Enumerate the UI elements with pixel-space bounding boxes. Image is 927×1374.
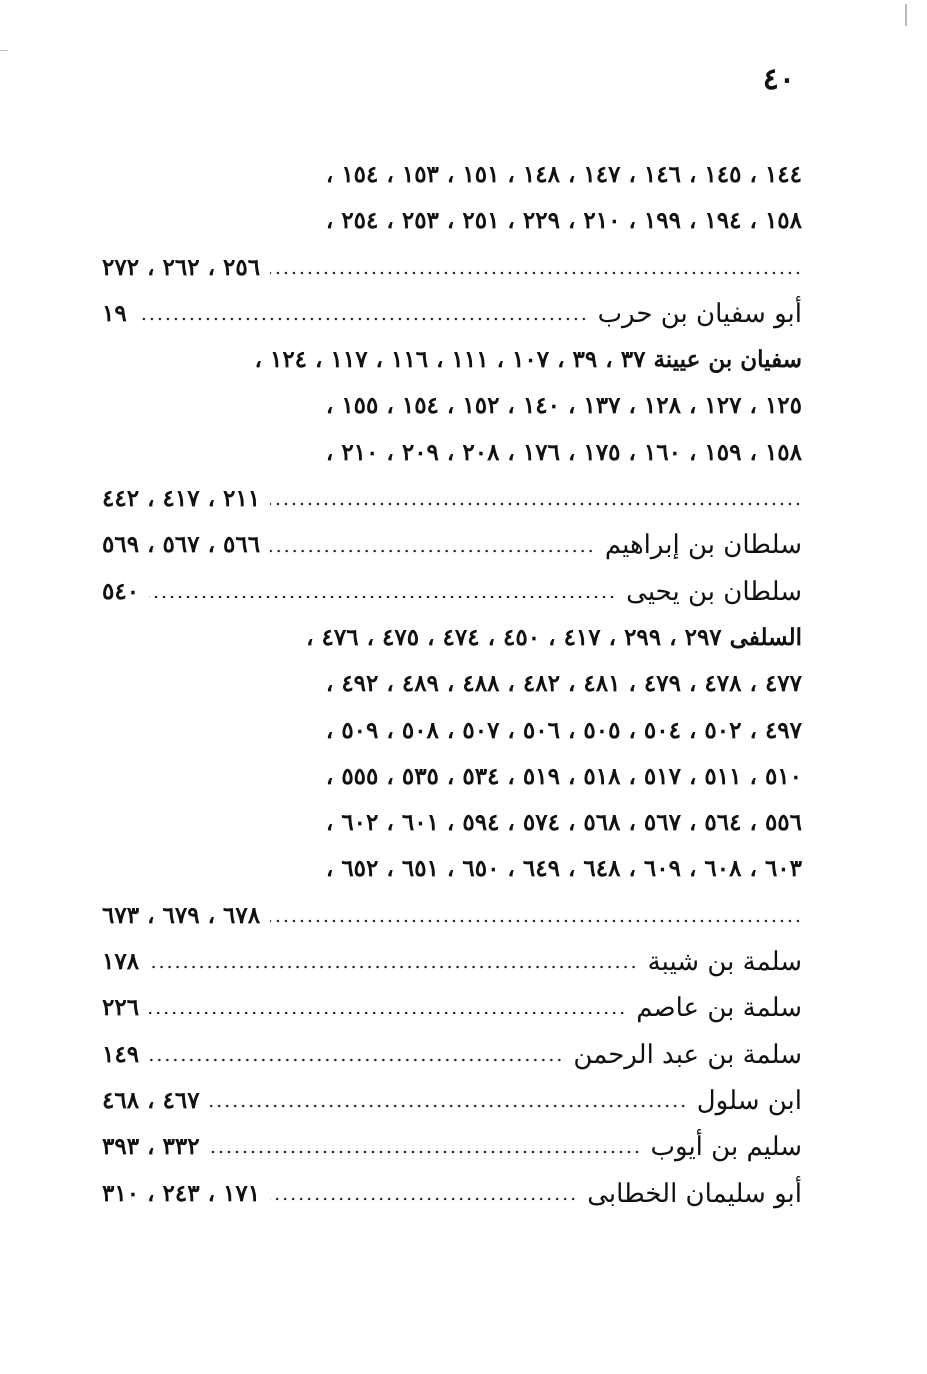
dot-leader (149, 1010, 626, 1016)
entry-pages: ٢١١ ، ٤١٧ ، ٤٤٢ (102, 485, 261, 513)
entry-name: سلطان بن إبراهيم (604, 530, 802, 561)
entry-pages: ٦٧٨ ، ٦٧٩ ، ٦٧٣ (102, 901, 261, 929)
entry-pages: ٤٦٧ ، ٤٦٨ (102, 1086, 200, 1114)
index-entry (102, 569, 802, 615)
dot-leader (210, 1149, 641, 1155)
entry-name: أبو سفيان بن حرب (597, 298, 802, 329)
index-entry (102, 1032, 802, 1078)
index-entry (102, 291, 802, 337)
entry-name: سلمة بن عاصم (636, 993, 802, 1024)
entry-name: سليم بن أيوب (650, 1132, 802, 1163)
index-entries (102, 152, 802, 1217)
dot-leader (270, 501, 802, 507)
entry-pages: ٥٤٠ (102, 577, 140, 605)
page-refs-line: ١٢٥ ، ١٢٧ ، ١٢٨ ، ١٣٧ ، ١٤٠ ، ١٥٢ ، ١٥٤ ، ١٥٥ ، (325, 392, 802, 420)
continuation-line (102, 893, 802, 939)
dot-leader (149, 594, 616, 600)
dot-leader (210, 1103, 687, 1109)
entry-pages: ١٩ (102, 299, 127, 327)
entry-name: سلمة بن شيبة (647, 947, 802, 978)
page-refs-line: ٤٩٧ ، ٥٠٢ ، ٥٠٤ ، ٥٠٥ ، ٥٠٦ ، ٥٠٧ ، ٥٠٨ ، ٥٠٩ ، (325, 716, 802, 744)
continuation-line (102, 476, 802, 522)
entry-pages: ٥٦٦ ، ٥٦٧ ، ٥٦٩ (102, 531, 261, 559)
entry-name: ابن سلول (696, 1085, 802, 1116)
entry-pages: ١٤٩ (102, 1040, 140, 1068)
page-number: ٤٠ (762, 62, 795, 97)
page-refs-line: ١٤٤ ، ١٤٥ ، ١٤٦ ، ١٤٧ ، ١٤٨ ، ١٥١ ، ١٥٣ ، ١٥٤ ، (325, 161, 802, 188)
index-entry (102, 522, 802, 568)
index-entry (102, 985, 802, 1031)
page-refs-line: ١٥٨ ، ١٥٩ ، ١٦٠ ، ١٧٥ ، ١٧٦ ، ٢٠٨ ، ٢٠٩ ، ٢١٠ ، (325, 438, 802, 466)
dot-leader (270, 548, 595, 554)
entry-pages: ٢٥٦ ، ٢٦٢ ، ٢٧٢ (102, 253, 261, 281)
entry-pages: ١٧٨ (102, 948, 140, 976)
page-refs-line: ٥١٠ ، ٥١١ ، ٥١٧ ، ٥١٨ ، ٥١٩ ، ٥٣٤ ، ٥٣٥ ، ٥٥٥ ، (325, 762, 802, 790)
page-refs-line: السلفى ٢٩٧ ، ٢٩٩ ، ٤١٧ ، ٤٥٠ ، ٤٧٤ ، ٤٧٥ ، ٤٧٦ ، (306, 623, 802, 651)
dot-leader (270, 270, 802, 276)
dot-leader (137, 316, 588, 322)
page-refs-line: ٦٠٣ ، ٦٠٨ ، ٦٠٩ ، ٦٤٨ ، ٦٤٩ ، ٦٥٠ ، ٦٥١ ، ٦٥٢ ، (325, 855, 802, 883)
entry-name: أبو سليمان الخطابى (587, 1178, 802, 1209)
entry-name: سلطان بن يحيى (626, 576, 802, 607)
index-entry (102, 1171, 802, 1217)
entry-pages: ٣٣٢ ، ٣٩٣ (102, 1133, 200, 1161)
scan-mark (905, 4, 907, 26)
dot-leader (270, 1196, 577, 1202)
dot-leader (149, 964, 638, 970)
page-refs-line: ٥٥٦ ، ٥٦٤ ، ٥٦٧ ، ٥٦٨ ، ٥٧٤ ، ٥٩٤ ، ٦٠١ ، ٦٠٢ ، (325, 809, 802, 837)
scan-mark (0, 50, 8, 51)
page-refs-line: ١٥٨ ، ١٩٤ ، ١٩٩ ، ٢١٠ ، ٢٢٩ ، ٢٥١ ، ٢٥٣ ، ٢٥٤ ، (325, 207, 802, 235)
index-entry (102, 1078, 802, 1124)
page-refs-line: ٤٧٧ ، ٤٧٨ ، ٤٧٩ ، ٤٨١ ، ٤٨٢ ، ٤٨٨ ، ٤٨٩ ، ٤٩٢ ، (325, 670, 802, 698)
index-entry (102, 1124, 802, 1170)
entry-name: سلمة بن عبد الرحمن (573, 1039, 802, 1070)
dot-leader (270, 918, 802, 924)
index-entry (102, 939, 802, 985)
entry-pages: ١٧١ ، ٢٤٣ ، ٣١٠ (102, 1179, 261, 1207)
page-refs-line: سفيان بن عيينة ٣٧ ، ٣٩ ، ١٠٧ ، ١١١ ، ١١٦ ، ١١٧ ، ١٢٤ ، (254, 346, 802, 374)
entry-pages: ٢٢٦ (102, 994, 140, 1022)
dot-leader (149, 1057, 563, 1063)
continuation-line (102, 245, 802, 291)
